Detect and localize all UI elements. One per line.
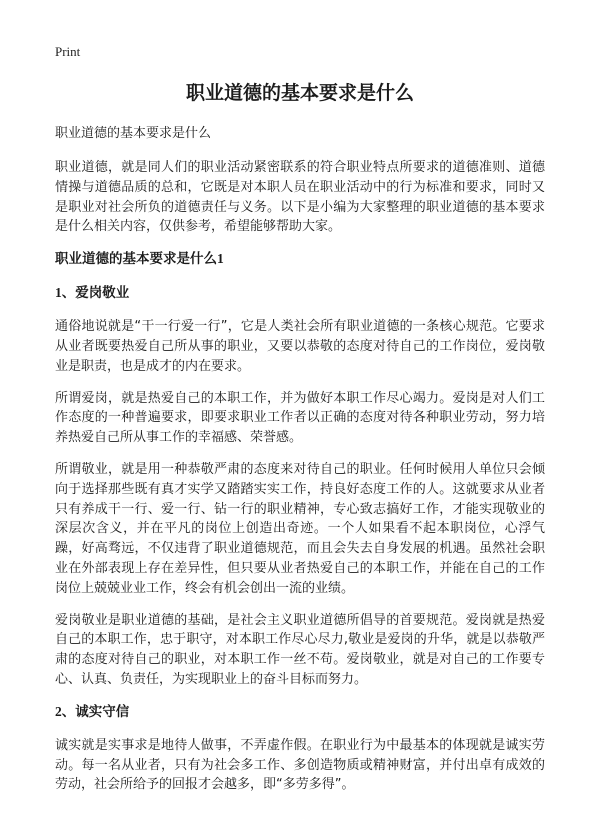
point1-paragraph-4: 爱岗敬业是职业道德的基础，是社会主义职业道德所倡导的首要规范。爱岗就是热爱自己的本职工作，忠于职守，对本职工作尽心尽力,敬业是爱岗的升华，就是以恭敬严肃的态度对待自己的职业，对本职工作一丝不苟。爱岗敬业，就是对自己的工作要专心、认真、负责任，为实现职业上的奋斗目标而努力。	[55, 612, 545, 687]
print-link[interactable]: Print	[55, 44, 81, 59]
point1-heading: 1、爱岗敬业	[55, 285, 130, 301]
point1-paragraph-2: 所谓爱岗，就是热爱自己的本职工作，并为做好本职工作尽心竭力。爱岗是对人们工作态度的一种普遍要求，即要求职业工作者以正确的态度对待各种职业劳动，努力培养热爱自己所从事工作的幸福感、荣誉感。	[55, 390, 545, 446]
intro-paragraph: 职业道德，就是同人们的职业活动紧密联系的符合职业特点所要求的道德准则、道德情操与道德品质的总和，它既是对本职人员在职业活动中的行为标准和要求，同时又是职业对社会所负的道德责任与义务。以下是小编为大家整理的职业道德的基本要求是什么相关内容，仅供参考，希望能够帮助大家。	[55, 160, 545, 235]
point1-paragraph-3: 所谓敬业，就是用一种恭敬严肃的态度来对待自己的职业。任何时候用人单位只会倾向于选择那些既有真才实学又踏踏实实工作，持良好态度工作的人。这就要求从业者只有养成干一行、爱一行、钻一行的职业精神，专心致志搞好工作，才能实现敬业的深层次含义，并在平凡的岗位上创造出奇迹。一个人如果看不起本职岗位，心浮气躁，好高骛远，不仅违背了职业道德规范，而且会失去自身发展的机遇。虽然社会职业在外部表现上存在差异性，但只要从业者热爱自己的本职工作，并能在自己的工作岗位上兢兢业业工作，终会有机会创出一流的业绩。	[55, 461, 545, 596]
point2-paragraph-1: 诚实就是实事求是地待人做事，不弄虚作假。在职业行为中最基本的体现就是诚实劳动。每一名从业者，只有为社会多工作、多创造物质或精神财富，并付出卓有成效的劳动，社会所给予的回报才会越多，即“多劳多得”。	[55, 737, 545, 793]
point1-paragraph-1: 通俗地说就是“干一行爱一行”，它是人类社会所有职业道德的一条核心规范。它要求从业者既要热爱自己所从事的职业，又要以恭敬的态度对待自己的工作岗位，爱岗敬业是职责，也是成才的内在要求。	[55, 319, 545, 374]
document-subtitle: 职业道德的基本要求是什么	[55, 126, 212, 141]
document-title: 职业道德的基本要求是什么	[185, 82, 414, 104]
section-heading: 职业道德的基本要求是什么1	[55, 251, 224, 267]
point2-heading: 2、诚实守信	[55, 703, 130, 719]
